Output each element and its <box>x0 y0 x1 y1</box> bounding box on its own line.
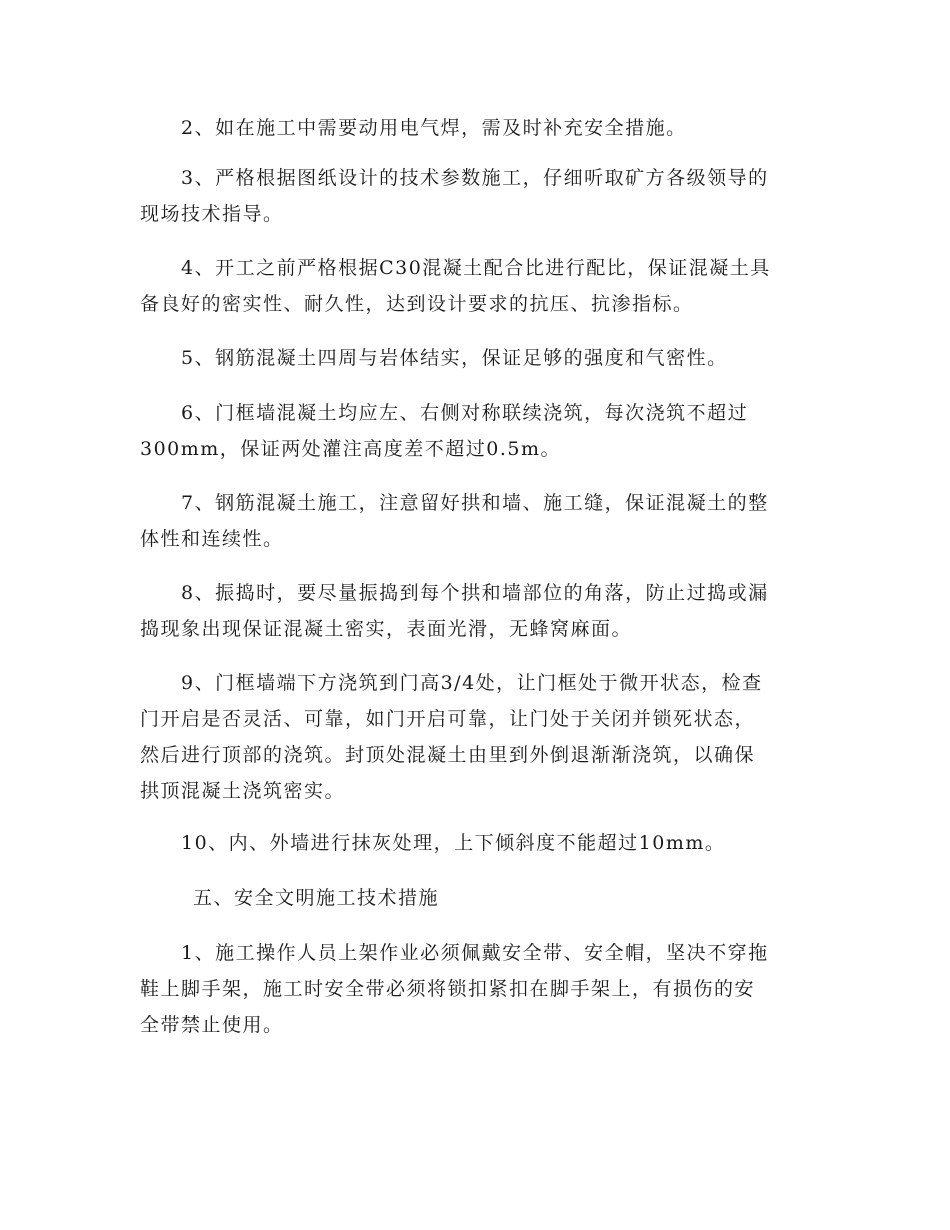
paragraph-line: 300mm，保证两处灌注高度差不超过0.5m。 <box>140 438 562 460</box>
paragraph-item-4 <box>140 250 810 322</box>
paragraph-line: 4、开工之前严格根据C30混凝土配合比进行配比，保证混凝土具 <box>140 257 771 279</box>
paragraph-item-8 <box>140 575 810 647</box>
paragraph-line: 5、钢筋混凝土四周与岩体结实，保证足够的强度和气密性。 <box>140 347 728 369</box>
paragraph-line: 6、门框墙混凝土均应左、右侧对称联续浇筑，每次浇筑不超过 <box>140 402 749 424</box>
paragraph-line: 备良好的密实性、耐久性，达到设计要求的抗压、抗渗指标。 <box>140 293 694 315</box>
paragraph-item-9 <box>140 665 810 809</box>
paragraph-line: 捣现象出现保证混凝土密实，表面光滑，无蜂窝麻面。 <box>140 618 633 640</box>
section-heading: 五、安全文明施工技术措施 <box>193 887 440 909</box>
paragraph-line: 8、振捣时，要尽量振捣到每个拱和墙部位的角落，防止过捣或漏 <box>140 582 769 604</box>
paragraph-line: 现场技术指导。 <box>140 203 284 225</box>
paragraph-item-2 <box>140 110 810 146</box>
section-paragraph-1 <box>140 935 810 1043</box>
paragraph-line: 7、钢筋混凝土施工，注意留好拱和墙、施工缝，保证混凝土的整 <box>140 492 769 514</box>
paragraph-line: 然后进行顶部的浇筑。封顶处混凝土由里到外倒退渐渐浇筑，以确保 <box>140 744 756 766</box>
paragraph-item-5 <box>140 340 810 376</box>
paragraph-line: 1、施工操作人员上架作业必须佩戴安全带、安全帽，坚决不穿拖 <box>140 942 769 964</box>
paragraph-line: 10、内、外墙进行抹灰处理，上下倾斜度不能超过10mm。 <box>140 832 726 854</box>
paragraph-line: 3、严格根据图纸设计的技术参数施工，仔细听取矿方各级领导的 <box>140 167 769 189</box>
paragraph-item-6 <box>140 395 810 467</box>
paragraph-item-10 <box>140 825 810 861</box>
paragraph-line: 门开启是否灵活、可靠，如门开启可靠，让门处于关闭并锁死状态， <box>140 708 756 730</box>
paragraph-item-3 <box>140 160 810 232</box>
paragraph-line: 体性和连续性。 <box>140 528 284 550</box>
paragraph-line: 全带禁止使用。 <box>140 1014 284 1036</box>
paragraph-line: 拱顶混凝土浇筑密实。 <box>140 780 346 802</box>
paragraph-line: 2、如在施工中需要动用电气焊，需及时补充安全措施。 <box>140 117 687 139</box>
paragraph-line: 鞋上脚手架，施工时安全带必须将锁扣紧扣在脚手架上，有损伤的安 <box>140 978 756 1000</box>
paragraph-line: 9、门框墙端下方浇筑到门高3/4处，让门框处于微开状态，检查 <box>140 672 763 694</box>
paragraph-item-7 <box>140 485 810 557</box>
